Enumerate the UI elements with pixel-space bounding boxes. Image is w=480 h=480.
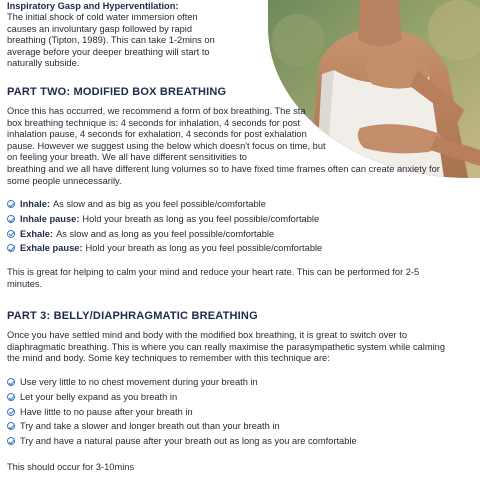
check-circle-icon	[7, 200, 15, 208]
list-item	[7, 390, 357, 405]
box-breathing-list	[7, 197, 322, 256]
paragraph-line: This is great for helping to calm your mind and reduce your heart rate. This can be performed for 2-5	[7, 267, 420, 277]
intro-line: The initial shock of cold water immersion often	[7, 12, 198, 22]
item-text: Hold your breath as long as you feel possible/comfortable	[85, 243, 323, 254]
item-text: Try and have a natural pause after your breath out as long as you are comfortable	[20, 436, 357, 447]
list-item	[7, 212, 322, 227]
paragraph-line: minutes.	[7, 278, 43, 289]
paragraph-line: on feeling your breath. We all have different sensitivities to	[7, 152, 247, 163]
check-circle-icon	[7, 437, 15, 445]
check-circle-icon	[7, 408, 15, 416]
intro-line: causes an involuntary gasp followed by rapid	[7, 23, 193, 34]
item-label: Inhale:	[20, 199, 50, 210]
list-item	[7, 197, 322, 212]
check-circle-icon	[7, 378, 15, 386]
item-text: As slow and as long as you feel possible/comfortable	[56, 228, 275, 239]
intro-block	[7, 0, 265, 70]
paragraph-line: Once this has occurred, we recommend a form of box breathing. The sta	[7, 106, 306, 116]
part-three-closing: This should occur for 3-10mins	[7, 462, 135, 472]
intro-line: average before your deeper breathing will start to	[7, 46, 210, 57]
paragraph-line: breathing and we all have different lung volumes so to have fixed time frames often can create anxiety for	[7, 163, 440, 174]
paragraph-line: some people unnecessarily.	[7, 175, 122, 186]
list-item	[7, 375, 357, 390]
item-text: As slow and as big as you feel possible/comfortable	[52, 199, 266, 210]
diaphragmatic-list	[7, 375, 357, 448]
check-circle-icon	[7, 393, 15, 401]
list-item	[7, 434, 357, 449]
item-text: Let your belly expand as you breath in	[20, 392, 178, 403]
paragraph-line: the mind and body. Some key techniques to remember with this technique are:	[7, 353, 330, 364]
check-circle-icon	[7, 230, 15, 238]
part-two-paragraph	[7, 106, 477, 187]
part-two-closing	[7, 267, 477, 290]
item-text: Have little to no pause after your breath in	[20, 406, 193, 417]
check-circle-icon	[7, 244, 15, 252]
intro-line: naturally subside.	[7, 58, 80, 69]
part-two-heading: PART TWO: MODIFIED BOX BREATHING	[7, 86, 227, 98]
check-circle-icon	[7, 215, 15, 223]
list-item	[7, 226, 322, 241]
item-text: Hold your breath as long as you feel possible/comfortable	[82, 214, 320, 225]
paragraph-line: pause. However we suggest using the below which doesn't focus on time, but	[7, 140, 326, 151]
item-text: Try and take a slower and longer breath out than your breath in	[20, 421, 280, 432]
item-text: Use very little to no chest movement during your breath in	[20, 377, 258, 388]
list-item	[7, 404, 357, 419]
part-three-heading: PART 3: BELLY/DIAPHRAGMATIC BREATHING	[7, 310, 258, 322]
item-label: Exhale pause:	[20, 243, 83, 254]
list-item	[7, 419, 357, 434]
intro-body	[7, 12, 265, 70]
item-label: Exhale:	[20, 228, 54, 239]
paragraph-line: Once you have settled mind and body with the modified box breathing, it is great to switch over to	[7, 330, 407, 340]
list-item	[7, 241, 322, 256]
item-label: Inhale pause:	[20, 214, 80, 225]
paragraph-line: diaphragmatic breathing. This is where you can really maximise the parasympathetic system while calming	[7, 341, 446, 352]
check-circle-icon	[7, 422, 15, 430]
paragraph-line: inhalation pause, 4 seconds for exhalation, 4 seconds for post exhalation	[7, 129, 307, 140]
part-three-paragraph	[7, 330, 477, 365]
paragraph-line: box breathing technique is: 4 seconds for inhalation, 4 seconds for post	[7, 117, 301, 128]
intro-heading: Inspiratory Gasp and Hyperventilation:	[7, 1, 179, 11]
intro-line: breathing (Tipton, 1989). This can take 1-2mins on	[7, 35, 215, 46]
